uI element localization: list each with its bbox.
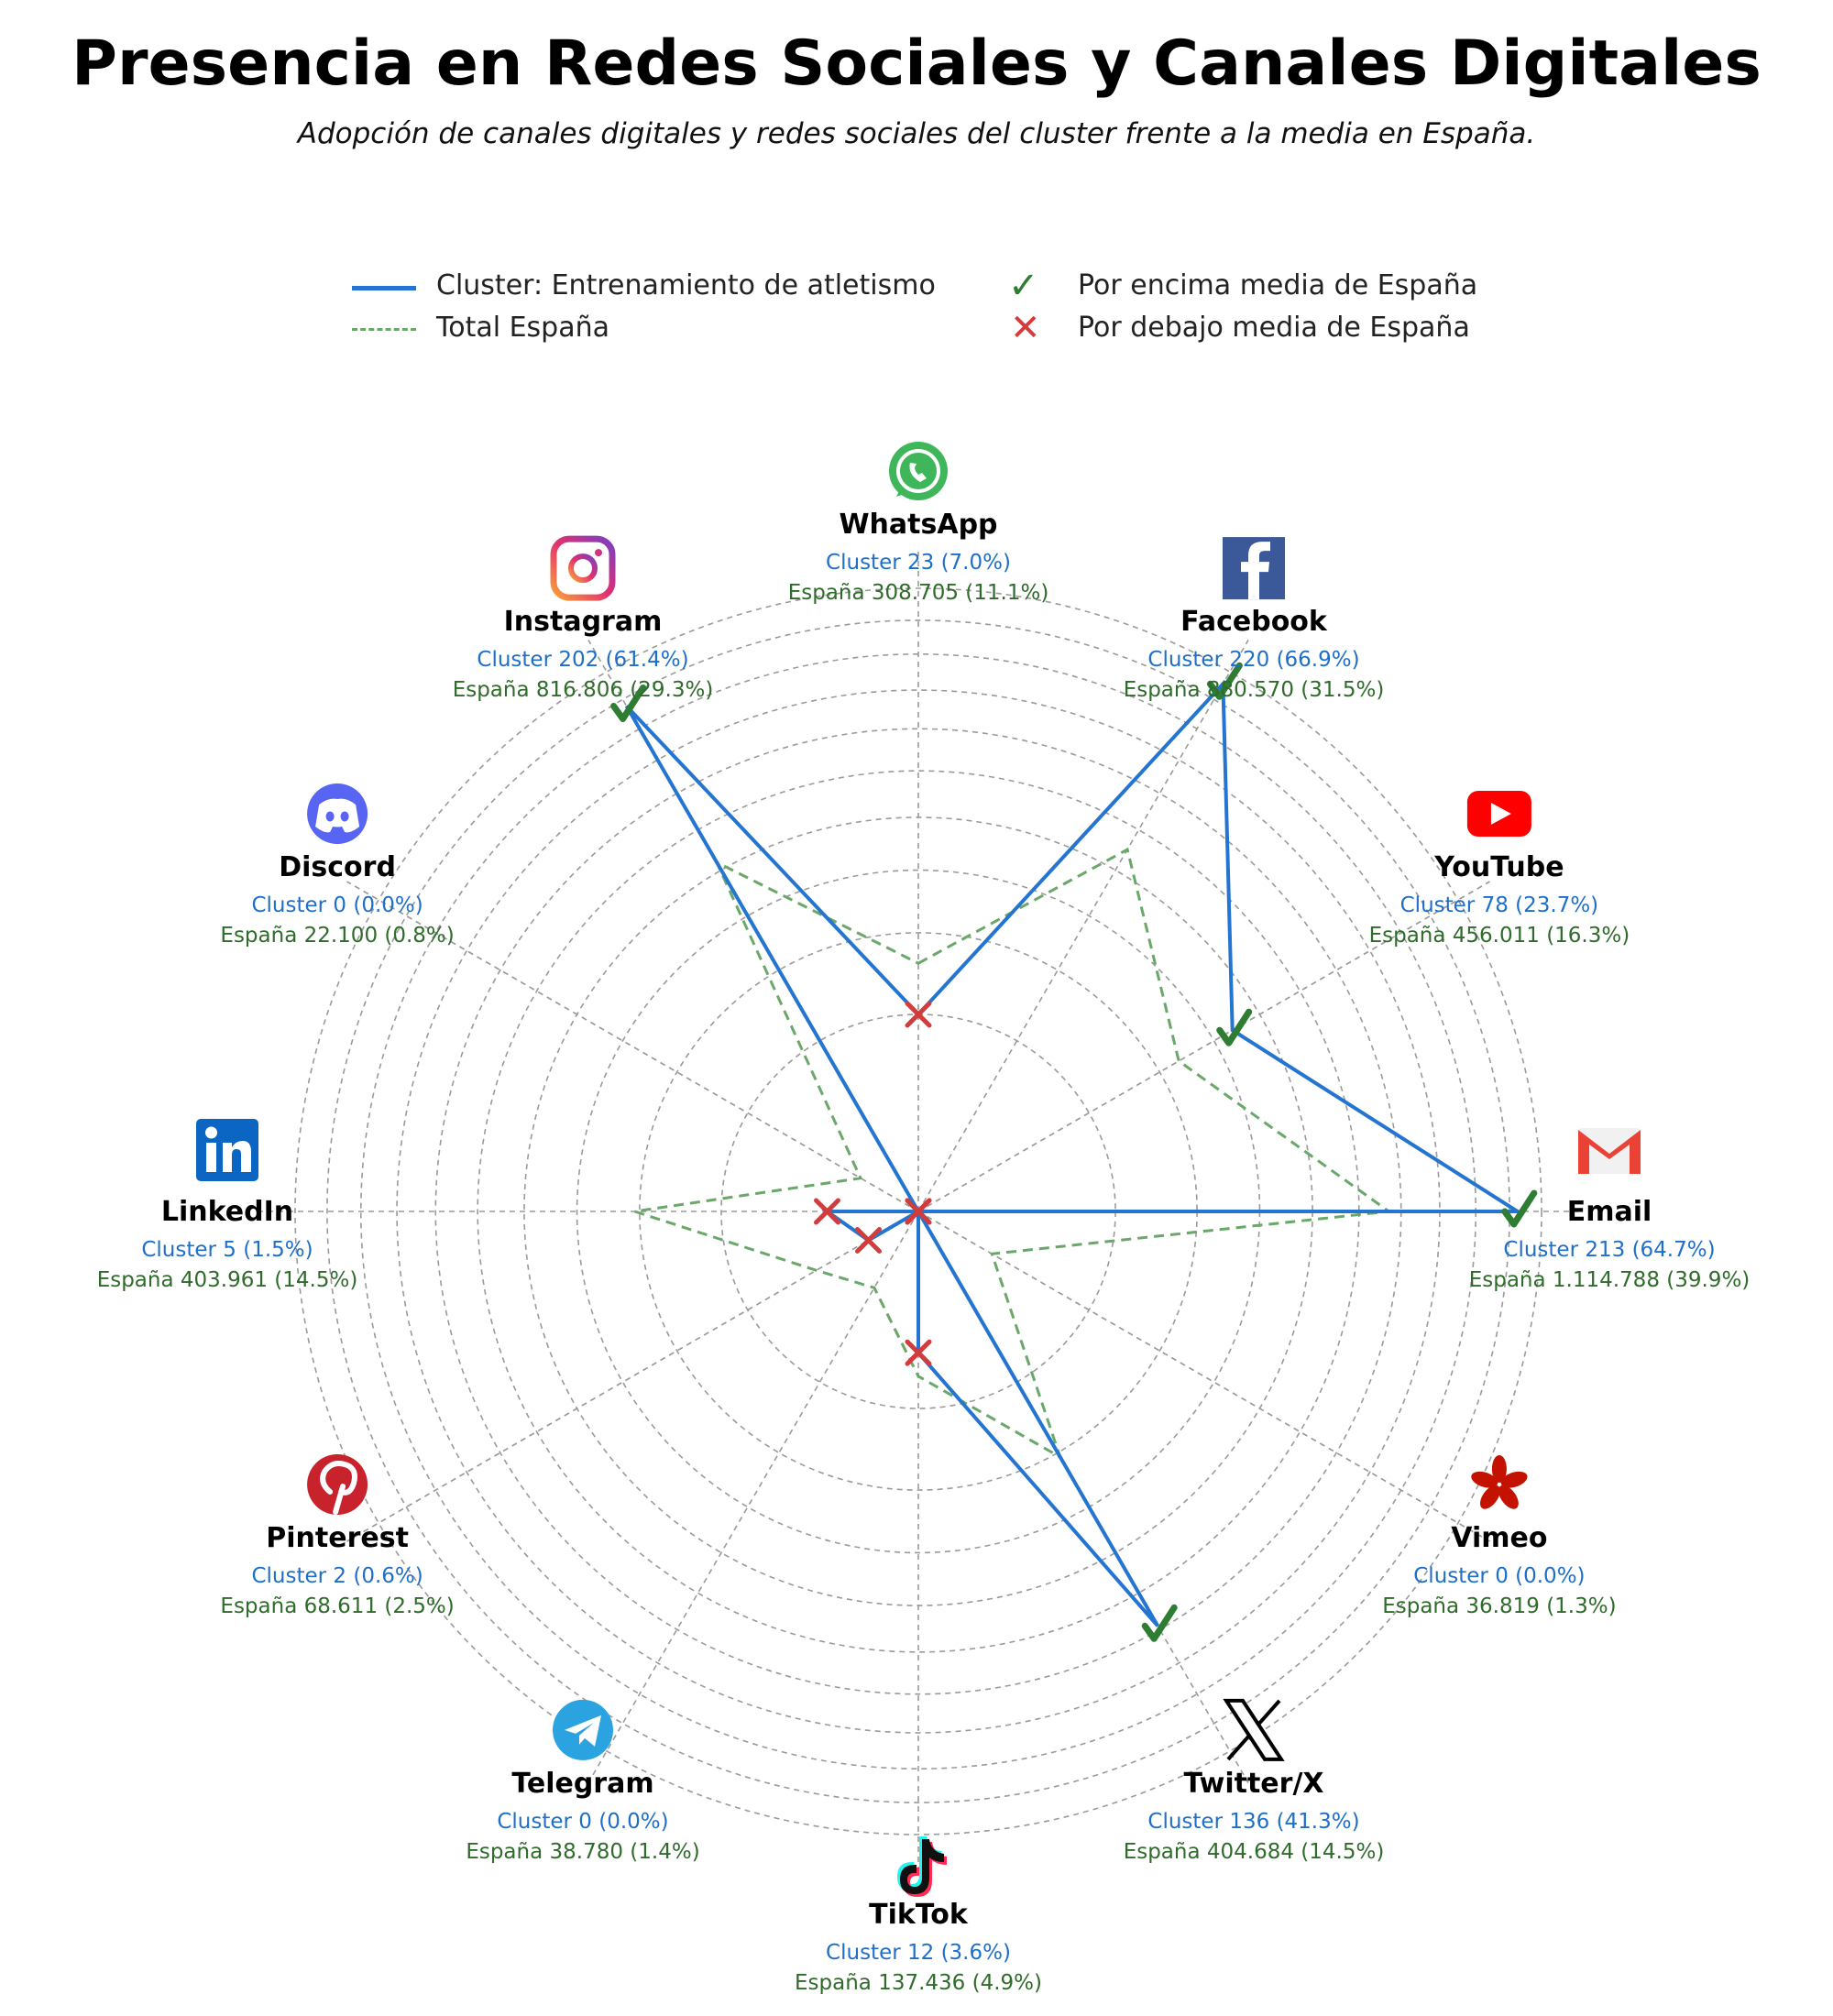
facebook-icon xyxy=(1223,537,1285,599)
axis-label-telegram: Telegram xyxy=(511,1767,654,1800)
spain-series-line xyxy=(635,849,1389,1457)
legend-spain-label: Total España xyxy=(436,312,610,344)
legend-cluster-label: Cluster: Entrenamiento de atletismo xyxy=(436,269,936,301)
tiktok-icon xyxy=(897,1836,947,1897)
grid-spoke xyxy=(918,640,1248,1211)
cluster-value-tiktok: Cluster 12 (3.6%) xyxy=(826,1941,1011,1965)
grid-spoke xyxy=(918,1211,1490,1541)
axis-label-discord: Discord xyxy=(279,851,396,883)
spain-value-tiktok: España 137.436 (4.9%) xyxy=(795,1971,1042,1995)
axis-label-tiktok: TikTok xyxy=(869,1899,968,1931)
grid-spoke xyxy=(588,1211,918,1783)
spain-value-instagram: España 816.806 (29.3%) xyxy=(452,678,714,703)
axis-label-whatsapp: WhatsApp xyxy=(839,509,998,541)
chart-title: Presencia en Redes Sociales y Canales Digitales xyxy=(71,27,1762,100)
legend-below-label: Por debajo media de España xyxy=(1078,312,1470,344)
legend-above-label: Por encima media de España xyxy=(1078,269,1478,301)
linkedin-icon xyxy=(196,1119,258,1181)
whatsapp-icon xyxy=(889,442,948,500)
cluster-value-whatsapp: Cluster 23 (7.0%) xyxy=(826,551,1011,575)
cluster-value-pinterest: Cluster 2 (0.6%) xyxy=(251,1564,423,1588)
spain-value-email: España 1.114.788 (39.9%) xyxy=(1468,1268,1751,1292)
spain-value-telegram: España 38.780 (1.4%) xyxy=(466,1839,700,1864)
cluster-value-twitter-x: Cluster 136 (41.3%) xyxy=(1147,1809,1360,1834)
cluster-value-discord: Cluster 0 (0.0%) xyxy=(251,893,423,917)
cluster-value-vimeo: Cluster 0 (0.0%) xyxy=(1413,1564,1586,1588)
marker-pinterest xyxy=(858,1230,880,1252)
spain-value-facebook: España 880.570 (31.5%) xyxy=(1123,678,1385,703)
twitter-x-icon xyxy=(1226,1701,1281,1759)
axis-label-instagram: Instagram xyxy=(503,606,663,639)
vimeo-icon xyxy=(1469,1455,1530,1513)
instagram-icon xyxy=(554,539,612,597)
legend-cross-icon: ✕ xyxy=(1010,307,1041,349)
cluster-value-instagram: Cluster 202 (61.4%) xyxy=(477,648,689,673)
spain-value-youtube: España 456.011 (16.3%) xyxy=(1368,924,1630,948)
discord-icon xyxy=(307,783,368,844)
axis-label-vimeo: Vimeo xyxy=(1451,1522,1548,1554)
cluster-value-email: Cluster 213 (64.7%) xyxy=(1503,1238,1716,1262)
axis-label-linkedin: LinkedIn xyxy=(160,1196,294,1228)
spain-value-linkedin: España 403.961 (14.5%) xyxy=(96,1268,358,1292)
spain-value-vimeo: España 36.819 (1.3%) xyxy=(1382,1594,1617,1618)
axis-label-facebook: Facebook xyxy=(1180,606,1327,639)
spain-value-twitter-x: España 404.684 (14.5%) xyxy=(1123,1839,1385,1864)
spain-value-whatsapp: España 308.705 (11.1%) xyxy=(787,581,1049,605)
cluster-value-facebook: Cluster 220 (66.9%) xyxy=(1147,648,1360,673)
chart-subtitle: Adopción de canales digitales y redes sociales del cluster frente a la media en España. xyxy=(297,117,1536,150)
cluster-value-linkedin: Cluster 5 (1.5%) xyxy=(141,1238,313,1262)
axis-label-youtube: YouTube xyxy=(1434,851,1564,883)
youtube-icon xyxy=(1467,791,1531,837)
email-icon xyxy=(1578,1128,1641,1174)
telegram-icon xyxy=(553,1700,613,1760)
pinterest-icon xyxy=(307,1454,368,1515)
spain-value-discord: España 22.100 (0.8%) xyxy=(220,924,455,948)
legend-check-icon: ✓ xyxy=(1008,265,1039,307)
cross-icon xyxy=(858,1230,880,1252)
axis-label-twitter-x: Twitter/X xyxy=(1183,1767,1324,1800)
axis-label-pinterest: Pinterest xyxy=(266,1522,409,1554)
cluster-value-youtube: Cluster 78 (23.7%) xyxy=(1399,893,1599,917)
spain-value-pinterest: España 68.611 (2.5%) xyxy=(220,1594,455,1618)
cluster-value-telegram: Cluster 0 (0.0%) xyxy=(497,1809,669,1834)
grid-spoke xyxy=(346,1211,918,1541)
axis-label-email: Email xyxy=(1566,1196,1652,1228)
